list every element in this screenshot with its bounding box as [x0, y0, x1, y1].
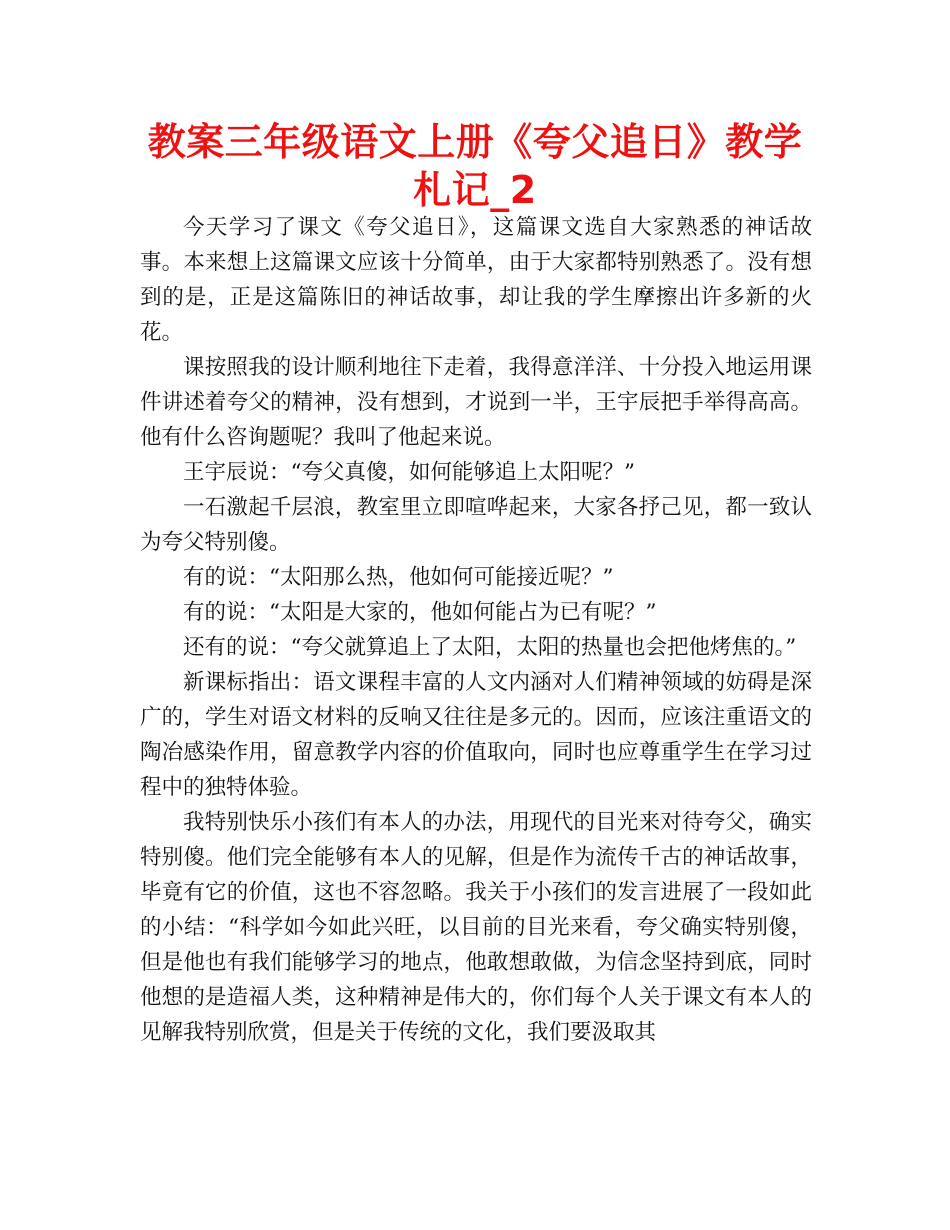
- paragraph-reflection: 我特别快乐小孩们有本人的办法，用现代的目光来对待夸父，确实特别傻。他们完全能够有本人的见解，但是作为流传千古的神话故事，毕竟有它的价值，这也不容忽略。我关于小孩们的发言进展了一段如此的小结：“科学如今如此兴旺，以目前的目光来看，夸父确实特别傻，但是他也有我们能够学习的地点，他敢想敢做，为信念坚持到底，同时他想的是造福人类，这种精神是伟大的，你们每个人关于课文有本人的见解我特别欣赏，但是关于传统的文化，我们要汲取其: [140, 810, 812, 1045]
- paragraph-opinion-3: 还有的说：“夸父就算追上了太阳，太阳的热量也会把他烤焦的。”: [183, 635, 797, 660]
- paragraph-student-quote: 王宇辰说：“夸父真傻，如何能够追上太阳呢？”: [183, 460, 635, 485]
- document-body: [140, 210, 812, 1050]
- paragraph-class-discussion: 一石激起千层浪，教室里立即喧哗起来，大家各抒己见，都一致认为夸父特别傻。: [140, 495, 812, 555]
- paragraph-intro: 今天学习了课文《夸父追日》，这篇课文选自大家熟悉的神话故事。本来想上这篇课文应该十分简单，由于大家都特别熟悉了。没有想到的是，正是这篇陈旧的神话故事，却让我的学生摩擦出许多新的火花。: [140, 215, 812, 345]
- paragraph-curriculum-standard: 新课标指出：语文课程丰富的人文内涵对人们精神领域的妨碍是深广的，学生对语文材料的反响又往往是多元的。因而，应该注重语文的陶冶感染作用，留意教学内容的价值取向，同时也应尊重学生在学习过程中的独特体验。: [140, 670, 812, 800]
- paragraph-opinion-1: 有的说：“太阳那么热，他如何可能接近呢？”: [183, 565, 614, 590]
- document-title: 教案三年级语文上册《夸父追日》教学札记_2: [147, 120, 803, 212]
- paragraph-lesson-flow: 课按照我的设计顺利地往下走着，我得意洋洋、十分投入地运用课件讲述着夸父的精神，没有想到，才说到一半，王宇辰把手举得高高。他有什么咨询题呢？我叫了他起来说。: [140, 355, 812, 450]
- paragraph-opinion-2: 有的说：“太阳是大家的，他如何能占为已有呢？”: [183, 600, 657, 625]
